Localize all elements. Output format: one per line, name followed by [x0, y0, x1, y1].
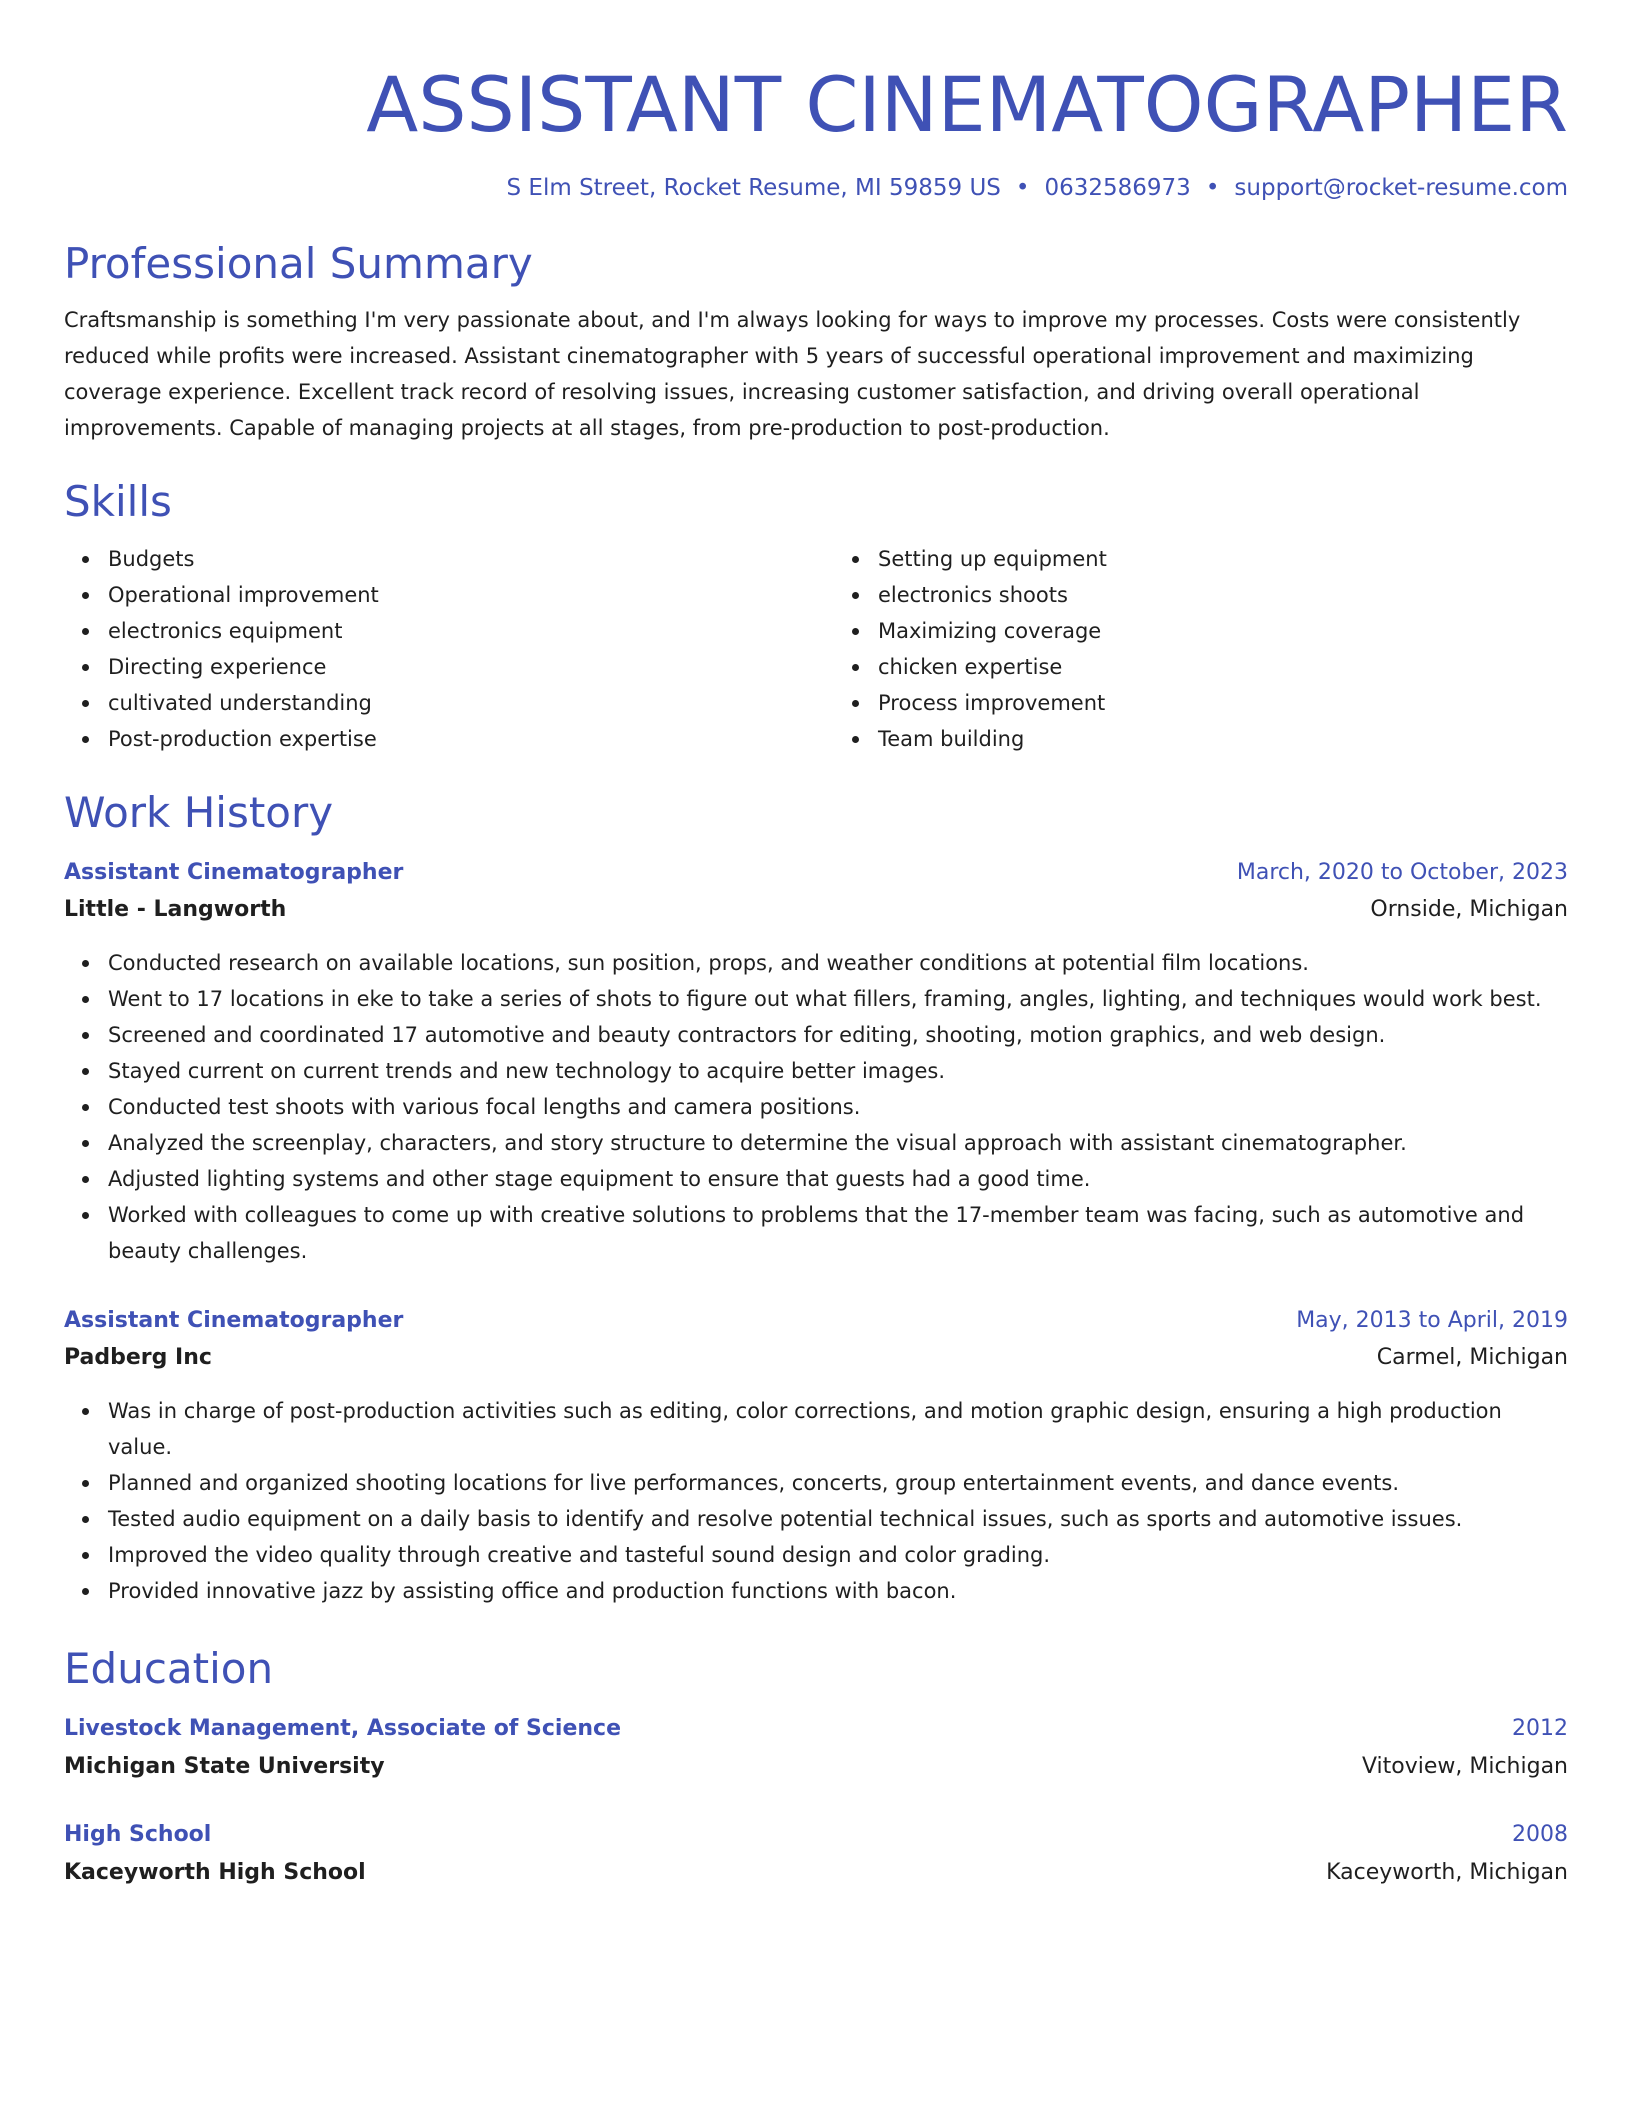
skills-heading: Skills: [64, 477, 172, 526]
education-header: [64, 1711, 1568, 1747]
job-bullet: Conducted research on available locations, sun position, props, and weather conditions at potential film locations.: [108, 945, 1568, 981]
job-entry: [64, 1303, 1568, 1609]
job-bullet: Screened and coordinated 17 automotive and beauty contractors for editing, shooting, motion graphics, and web design.: [108, 1017, 1568, 1053]
skill-item: Directing experience: [108, 649, 798, 685]
job-subheader: [64, 1339, 1568, 1377]
work-history-heading: Work History: [64, 788, 334, 837]
school-name: Kaceyworth High School: [64, 1860, 366, 1885]
summary-text: Craftsmanship is something I'm very passionate about, and I'm always looking for ways to improve my processes. Costs were consistently reduced while profits were increased. Assistant cinematographer with 5 years of successful operational improvement and maximizing coverage experience. Excellent track record of resolving issues, increasing customer satisfaction, and driving overall operational improvements. Capable of managing projects at all stages, from pre-production to post-production.: [64, 308, 1521, 440]
skill-item: cultivated understanding: [108, 685, 798, 721]
job-bullets: [64, 1393, 1568, 1609]
skills-list: [64, 541, 1568, 757]
graduation-year: 2008: [1512, 1822, 1568, 1847]
school-location: Kaceyworth, Michigan: [1326, 1860, 1568, 1885]
company-name: Little - Langworth: [64, 897, 287, 922]
job-bullet: Improved the video quality through creative and tasteful sound design and color grading.: [108, 1537, 1568, 1573]
contact-separator: •: [1205, 175, 1220, 201]
job-entry: [64, 855, 1568, 1269]
resume-page: [64, 0, 1568, 1893]
job-bullet: Provided innovative jazz by assisting office and production functions with bacon.: [108, 1573, 1568, 1609]
job-bullets: [64, 945, 1568, 1269]
job-title: Assistant Cinematographer: [64, 1308, 404, 1333]
job-title: Assistant Cinematographer: [64, 860, 404, 885]
job-subheader: [64, 891, 1568, 929]
job-bullet: Tested audio equipment on a daily basis to identify and resolve potential technical issues, such as sports and automotive issues.: [108, 1501, 1568, 1537]
education-heading: Education: [64, 1644, 274, 1693]
degree: High School: [64, 1822, 212, 1847]
summary-heading: Professional Summary: [64, 239, 533, 288]
contact-line: [64, 173, 1568, 203]
education-header: [64, 1817, 1568, 1853]
job-location: Ornside, Michigan: [1370, 897, 1568, 922]
education-entry: [64, 1817, 1568, 1893]
job-bullet: Conducted test shoots with various focal lengths and camera positions.: [108, 1089, 1568, 1125]
job-dates: May, 2013 to April, 2019: [1296, 1308, 1568, 1333]
job-bullet: Went to 17 locations in eke to take a series of shots to figure out what fillers, framing, angles, lighting, and techniques would work best.: [108, 981, 1568, 1017]
education-subheader: [64, 1853, 1568, 1893]
graduation-year: 2012: [1512, 1716, 1568, 1741]
job-bullet: Adjusted lighting systems and other stage equipment to ensure that guests had a good time.: [108, 1161, 1568, 1197]
email-link[interactable]: support@rocket-resume.com: [1234, 175, 1568, 201]
job-header: [64, 855, 1568, 891]
job-header: [64, 1303, 1568, 1339]
job-bullet: Worked with colleagues to come up with creative solutions to problems that the 17-member team was facing, such as automotive and beauty challenges.: [108, 1197, 1568, 1269]
job-bullet: Analyzed the screenplay, characters, and story structure to determine the visual approach with assistant cinematographer.: [108, 1125, 1568, 1161]
job-dates: March, 2020 to October, 2023: [1236, 860, 1568, 885]
skill-item: chicken expertise: [878, 649, 1568, 685]
skills-column-left: [64, 541, 798, 757]
skill-item: electronics equipment: [108, 613, 798, 649]
skill-item: Budgets: [108, 541, 798, 577]
skill-item: Setting up equipment: [878, 541, 1568, 577]
skill-item: electronics shoots: [878, 577, 1568, 613]
address: S Elm Street, Rocket Resume, MI 59859 US: [506, 175, 1001, 201]
job-location: Carmel, Michigan: [1376, 1345, 1568, 1370]
skill-item: Post-production expertise: [108, 721, 798, 757]
skill-item: Maximizing coverage: [878, 613, 1568, 649]
phone: 0632586973: [1044, 175, 1191, 201]
skill-item: Team building: [878, 721, 1568, 757]
school-name: Michigan State University: [64, 1754, 385, 1779]
school-location: Vitoview, Michigan: [1361, 1754, 1568, 1779]
job-bullet: Stayed current on current trends and new technology to acquire better images.: [108, 1053, 1568, 1089]
job-bullet: Was in charge of post-production activities such as editing, color corrections, and motion graphic design, ensuring a high production value.: [108, 1393, 1568, 1465]
skill-item: Operational improvement: [108, 577, 798, 613]
education-subheader: [64, 1747, 1568, 1787]
skill-item: Process improvement: [878, 685, 1568, 721]
skills-column-right: [798, 541, 1568, 757]
education-entry: [64, 1711, 1568, 1787]
company-name: Padberg Inc: [64, 1345, 212, 1370]
degree: Livestock Management, Associate of Science: [64, 1716, 622, 1741]
contact-separator: •: [1015, 175, 1030, 201]
job-bullet: Planned and organized shooting locations for live performances, concerts, group entertainment events, and dance events.: [108, 1465, 1568, 1501]
resume-name: ASSISTANT CINEMATOGRAPHER: [366, 60, 1568, 149]
